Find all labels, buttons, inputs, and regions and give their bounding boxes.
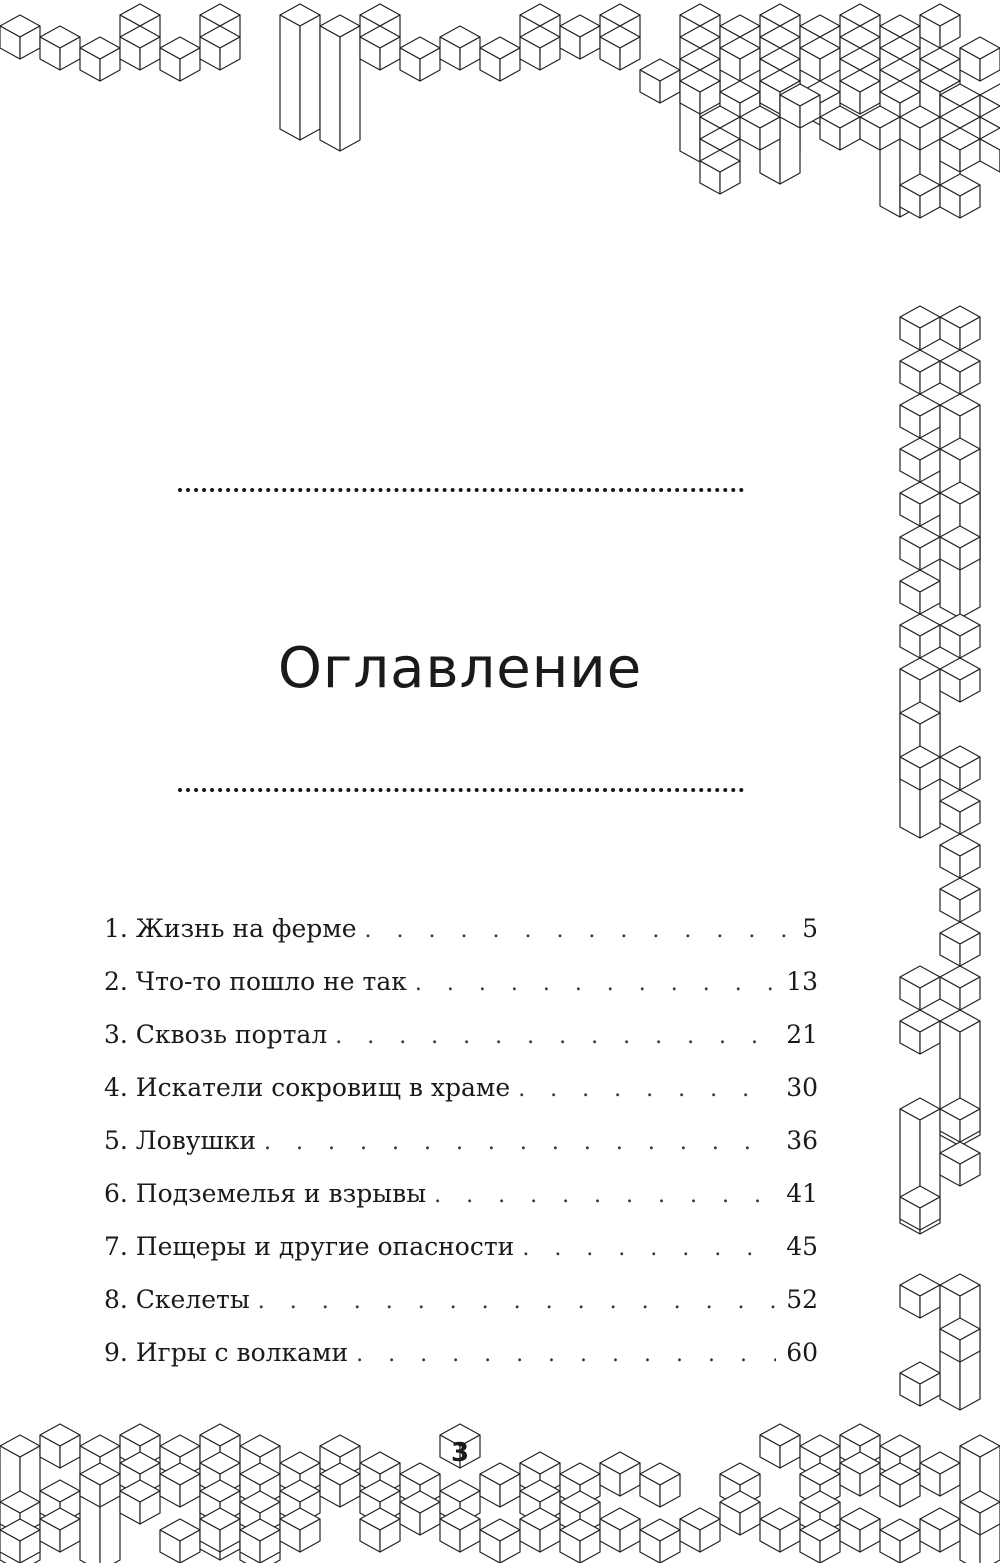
toc-entry-title: 5. Ловушки	[104, 1126, 257, 1155]
cube-shape	[760, 1508, 800, 1552]
toc-entry-page: 5	[802, 914, 818, 943]
cube-shape	[900, 1010, 940, 1054]
cube-shape	[920, 4, 960, 48]
cube-shape	[940, 306, 980, 350]
cube-shape	[900, 1362, 940, 1406]
toc-entry-page: 45	[786, 1232, 818, 1261]
cube-shape	[900, 438, 940, 482]
toc-dot-leader	[518, 1063, 776, 1116]
cube-tower-shape	[320, 15, 360, 151]
toc-entry[interactable]	[104, 955, 818, 1008]
cube-shape	[900, 1274, 940, 1318]
toc-entry-title: 6. Подземелья и взрывы	[104, 1179, 427, 1208]
cube-shape	[760, 1424, 800, 1468]
cube-shape	[600, 1508, 640, 1552]
cube-tower-shape	[280, 4, 320, 140]
cube-shape	[940, 966, 980, 1010]
toc-entry-page: 13	[786, 967, 818, 996]
cube-shape	[900, 482, 940, 526]
toc-entry-page: 21	[786, 1020, 818, 1049]
cube-shape	[480, 1463, 520, 1507]
cube-shape	[680, 1508, 720, 1552]
cube-shape	[40, 1424, 80, 1468]
cube-shape	[640, 59, 680, 103]
toc-entry-page: 52	[786, 1285, 818, 1314]
toc-entry[interactable]	[104, 1061, 818, 1114]
toc-dot-leader	[522, 1222, 776, 1275]
toc-entry-page: 41	[786, 1179, 818, 1208]
cube-shape	[940, 658, 980, 702]
toc-entry[interactable]	[104, 1114, 818, 1167]
cube-shape	[640, 1519, 680, 1563]
cube-shape	[940, 746, 980, 790]
cube-shape	[480, 37, 520, 81]
cube-shape	[400, 37, 440, 81]
toc-dot-leader	[356, 1328, 776, 1381]
cube-shape	[900, 966, 940, 1010]
cube-shape	[900, 306, 940, 350]
page-title: Оглавление	[277, 635, 643, 701]
toc-entry[interactable]	[104, 1008, 818, 1061]
cube-shape	[560, 15, 600, 59]
toc-entry[interactable]	[104, 1167, 818, 1220]
cube-shape	[160, 1519, 200, 1563]
toc-entry-page: 30	[786, 1073, 818, 1102]
toc-entry-title: 4. Искатели сокровищ в храме	[104, 1073, 511, 1102]
cube-shape	[940, 878, 980, 922]
dotted-divider-top	[178, 488, 744, 492]
toc-entry[interactable]	[104, 1273, 818, 1326]
cube-shape	[940, 790, 980, 834]
toc-dot-leader	[264, 1116, 776, 1169]
dotted-divider-bottom	[178, 788, 744, 792]
toc-dot-leader	[434, 1169, 776, 1222]
cube-shape	[440, 26, 480, 70]
toc-entry[interactable]	[104, 902, 818, 955]
cube-shape	[920, 1452, 960, 1496]
toc-entry-title: 2. Что-то пошло не так	[104, 967, 407, 996]
cube-shape	[940, 834, 980, 878]
toc-dot-leader	[335, 1010, 776, 1063]
cube-shape	[900, 526, 940, 570]
cube-shape	[900, 350, 940, 394]
cube-shape	[940, 350, 980, 394]
toc-entry-title: 9. Игры с волками	[104, 1338, 349, 1367]
cube-shape	[640, 1463, 680, 1507]
cube-shape	[900, 394, 940, 438]
toc-entry-page: 36	[786, 1126, 818, 1155]
toc-dot-leader	[415, 957, 776, 1010]
toc-entry-title: 1. Жизнь на ферме	[104, 914, 357, 943]
cube-shape	[960, 37, 1000, 81]
toc-entry-title: 7. Пещеры и другие опасности	[104, 1232, 515, 1261]
toc-entry-page: 60	[786, 1338, 818, 1367]
cube-shape	[600, 1452, 640, 1496]
toc-entry-title: 3. Сквозь портал	[104, 1020, 328, 1049]
toc-entry[interactable]	[104, 1326, 818, 1379]
toc-entry[interactable]	[104, 1220, 818, 1273]
cube-shape	[940, 1142, 980, 1186]
table-of-contents	[104, 902, 818, 1379]
cube-shape	[940, 614, 980, 658]
cube-shape	[80, 37, 120, 81]
toc-dot-leader	[258, 1275, 776, 1328]
page-number: 3	[450, 1438, 470, 1468]
toc-entry-title: 8. Скелеты	[104, 1285, 250, 1314]
cube-shape	[940, 922, 980, 966]
cube-shape	[900, 570, 940, 614]
cube-shape	[40, 26, 80, 70]
cube-shape	[840, 1508, 880, 1552]
toc-dot-leader	[365, 904, 793, 957]
cube-shape	[900, 614, 940, 658]
cube-shape	[880, 1519, 920, 1563]
cube-shape	[0, 15, 40, 59]
cube-shape	[480, 1519, 520, 1563]
cube-shape	[160, 37, 200, 81]
cube-shape	[920, 1508, 960, 1552]
